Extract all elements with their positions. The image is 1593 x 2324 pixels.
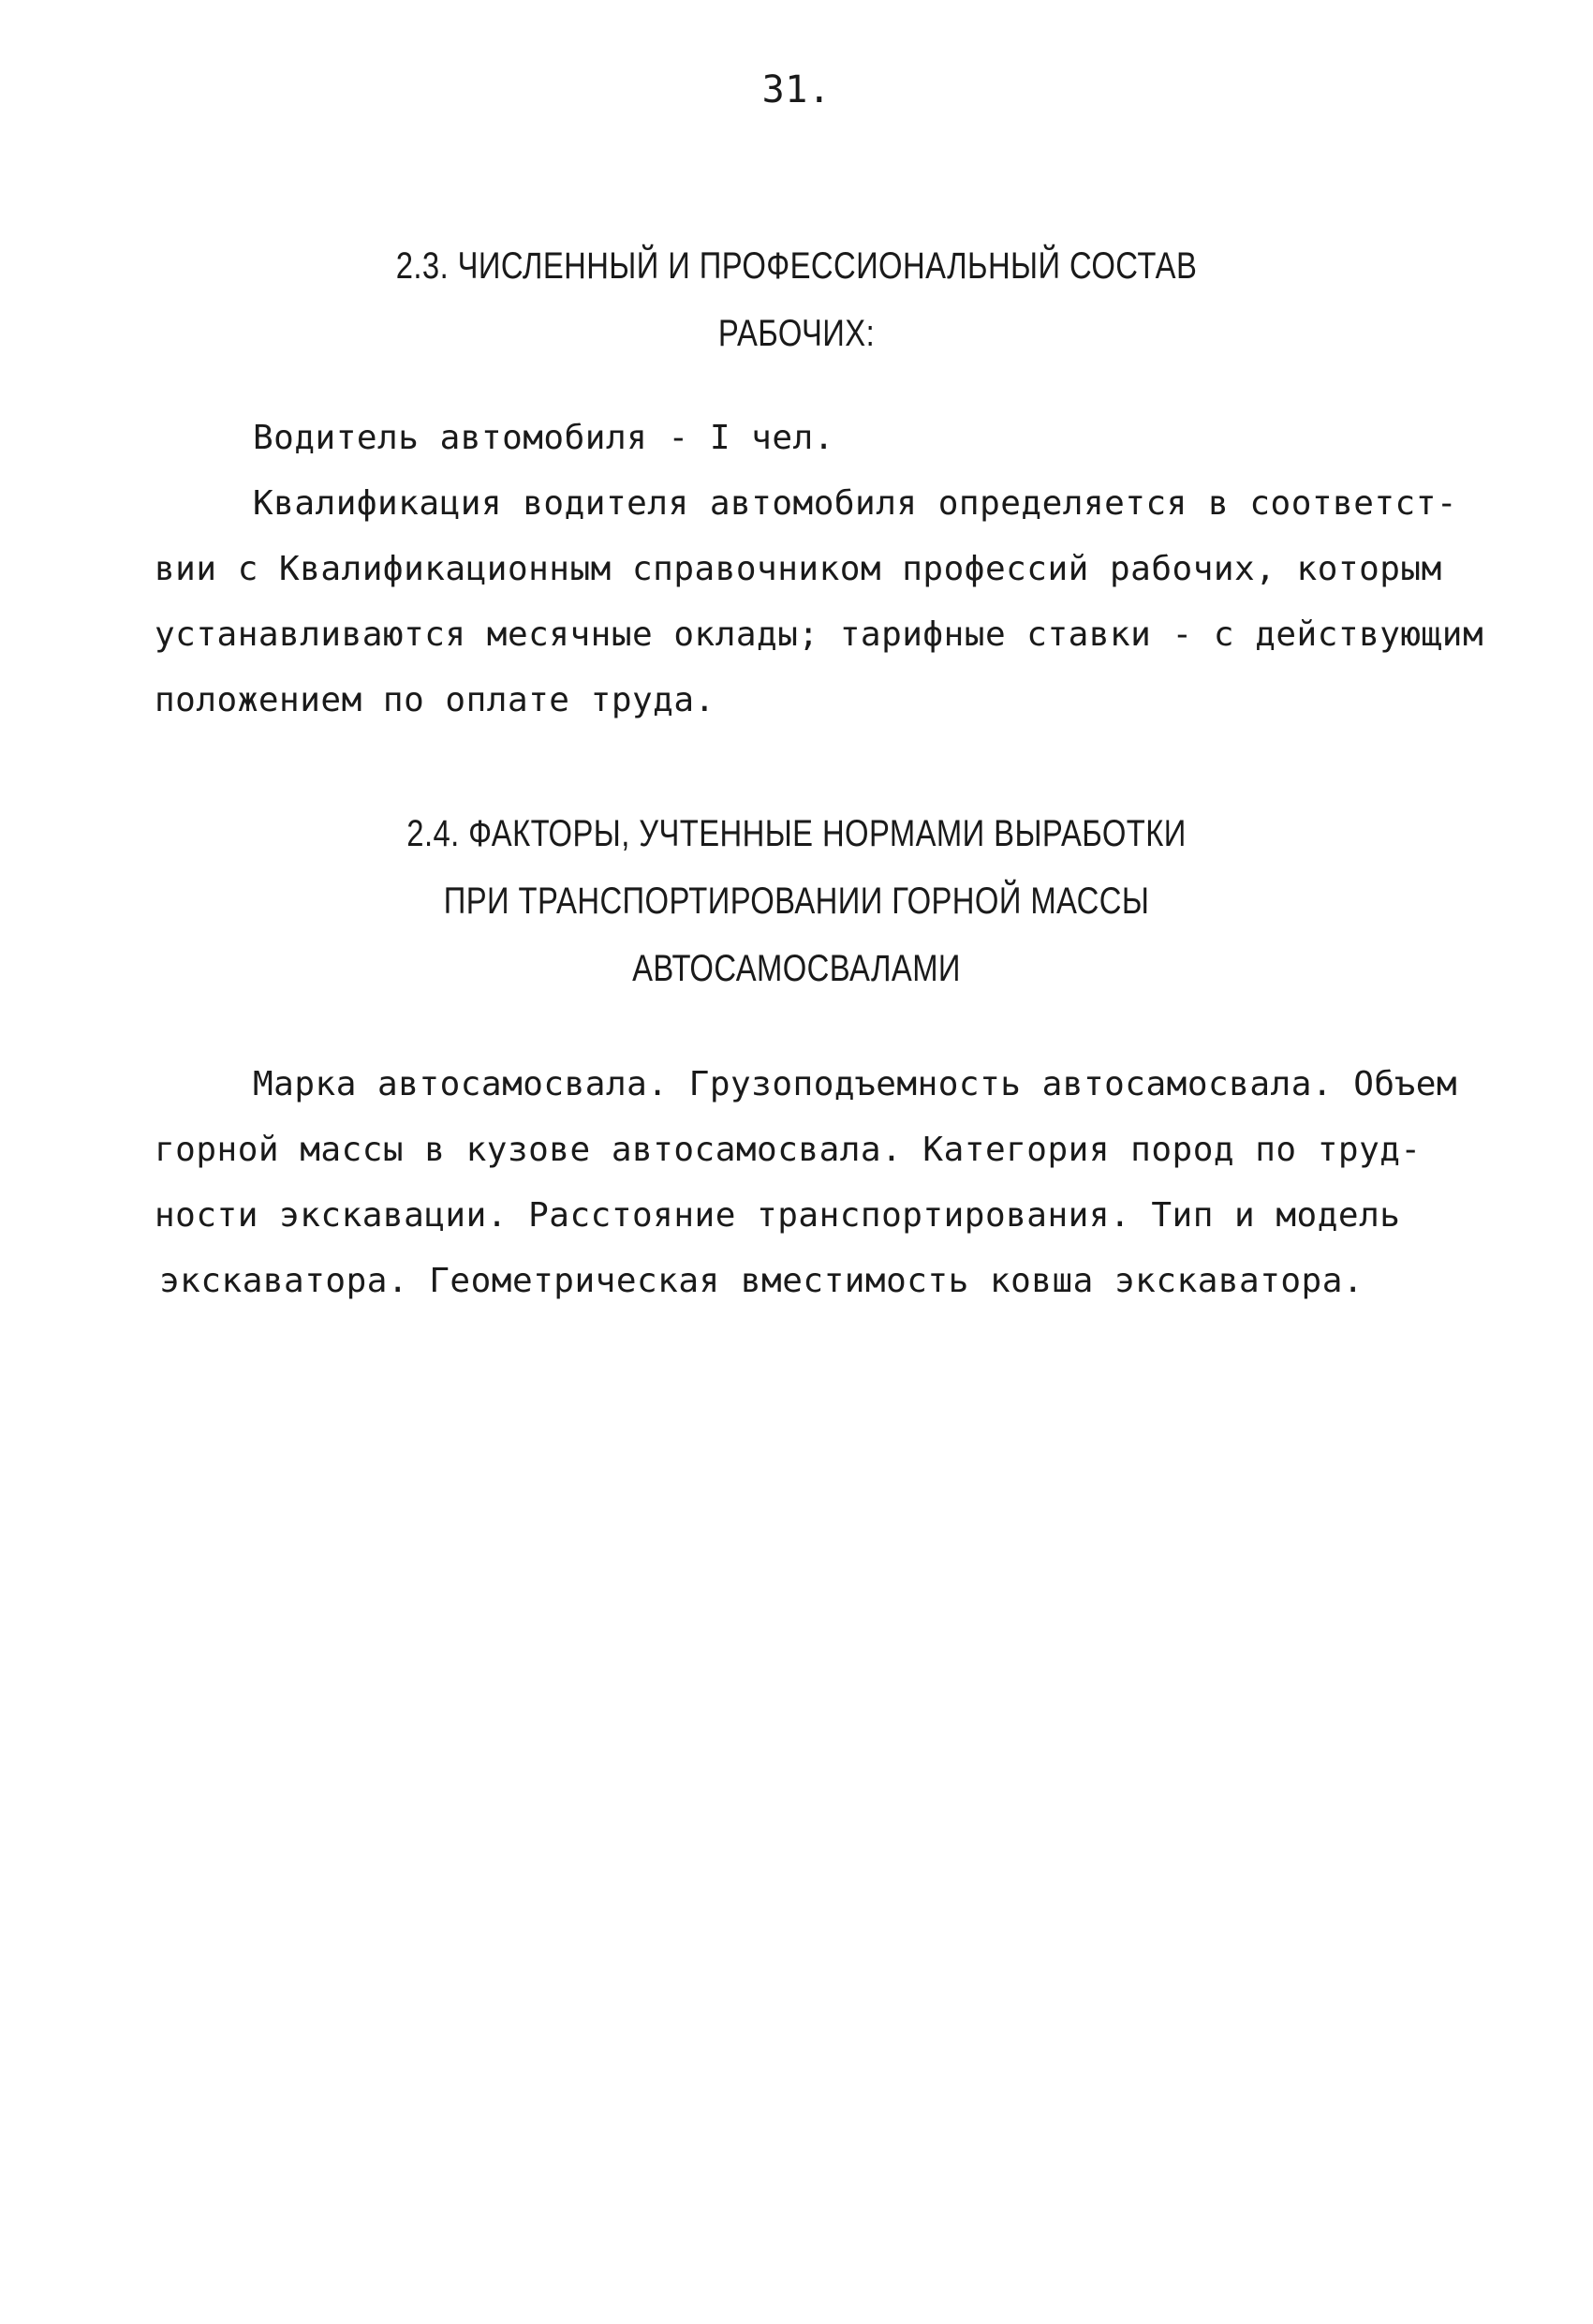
paragraph-text: экскаватора. Геометрическая вместимость ковша экскаватора. [159,1262,1364,1300]
section-heading: 2.4. ФАКТОРЫ, УЧТЕННЫЕ НОРМАМИ ВЫРАБОТКИ [406,813,1187,854]
paragraph-text: вии с Квалификационным справочником профессий рабочих, которым [155,550,1442,588]
section-heading: 2.3. ЧИСЛЕННЫЙ И ПРОФЕССИОНАЛЬНЫЙ СОСТАВ [395,245,1198,287]
paragraph-text: устанавливаются месячные оклады; тарифные ставки - с действующим [155,615,1484,654]
paragraph-text: Марка автосамосвала. Грузоподъемность автосамосвала. Объем [253,1065,1458,1103]
section-heading: РАБОЧИХ: [717,313,876,354]
paragraph-text: Водитель автомобиля - I чел. [253,419,834,457]
page-number: 31. [761,68,832,111]
paragraph-text: ности экскавации. Расстояние транспортирования. Тип и модель [155,1196,1401,1235]
paragraph-text: горной массы в кузове автосамосвала. Категория пород по труд- [155,1131,1422,1169]
paragraph-text: положением по оплате труда. [155,681,715,719]
section-heading: АВТОСАМОСВАЛАМИ [632,948,961,989]
section-heading: ПРИ ТРАНСПОРТИРОВАНИИ ГОРНОЙ МАССЫ [443,881,1150,922]
paragraph-text: Квалификация водителя автомобиля определяется в соответст- [253,484,1458,523]
